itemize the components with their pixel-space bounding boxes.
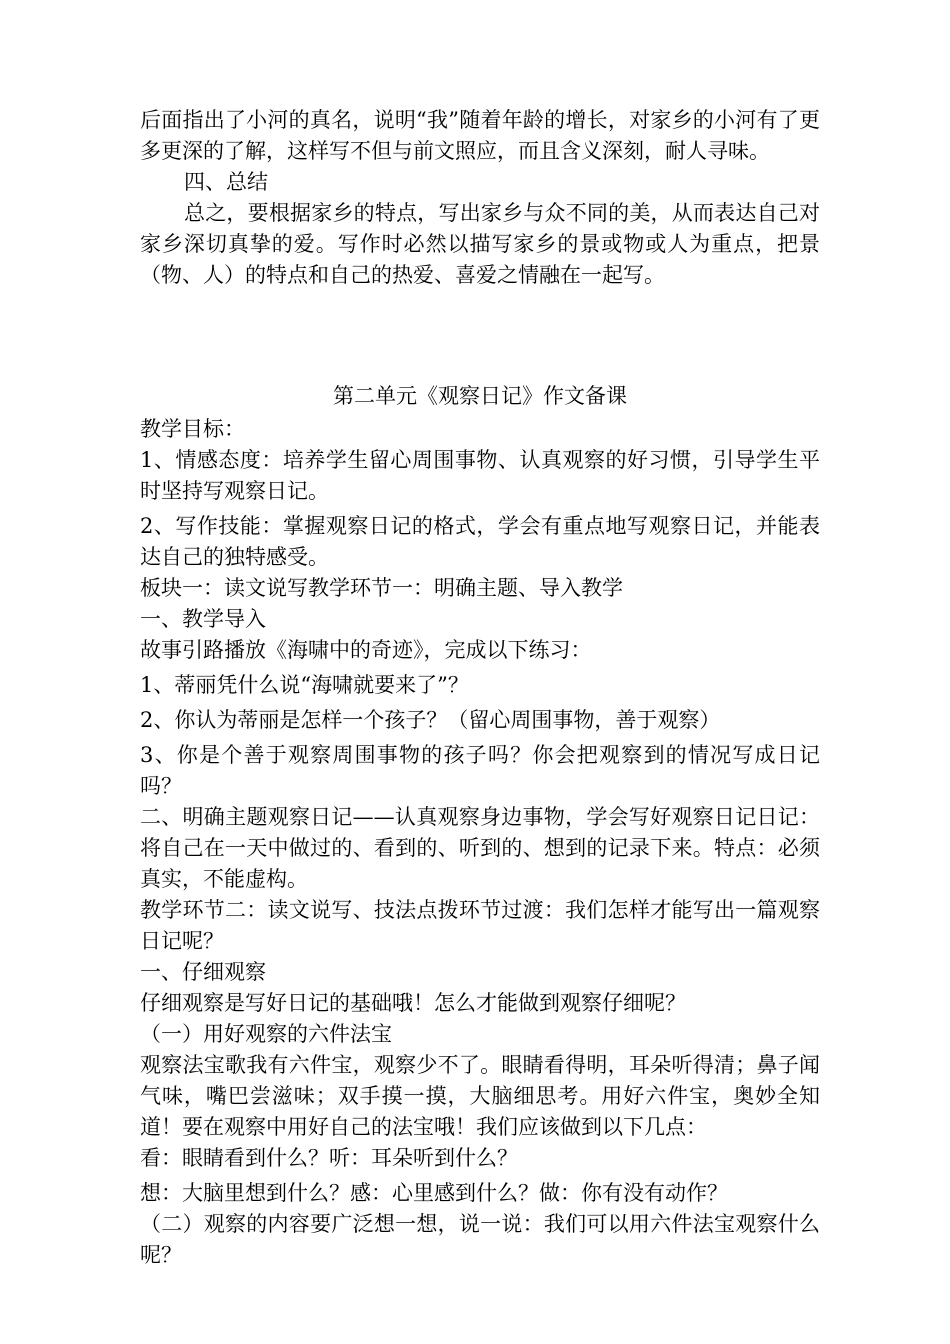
line-six-treasures-heading: （一）用好观察的六件法宝 — [140, 1022, 392, 1046]
heading-summary: 四、总结 — [184, 170, 268, 194]
line-goal-1: 1、情感态度：培养学生留心周围事物、认真观察的好习惯，引导学生平时坚持写观察日记。 — [140, 448, 820, 503]
line-observe-basis: 仔细观察是写好日记的基础哦！怎么才能做到观察仔细呢？ — [140, 991, 686, 1015]
document-page — [140, 105, 820, 1271]
paragraph-summary: 总之，要根据家乡的特点，写出家乡与众不同的美，从而表达自己对家乡深切真挚的爱。写作时必然以描写家乡的景或物或人为重点，把景（物、人）的特点和自己的热爱、喜爱之情融在一起写。 — [140, 201, 820, 287]
paragraph-river-name: 后面指出了小河的真名，说明“我”随着年龄的增长，对家乡的小河有了更多更深的了解，这样写不但与前文照应，而且含义深刻，耐人寻味。 — [140, 108, 820, 163]
line-goal-2: 2、写作技能：掌握观察日记的格式，学会有重点地写观察日记，并能表达自己的独特感受。 — [140, 514, 820, 569]
line-intro-heading: 一、教学导入 — [140, 607, 266, 631]
line-goals-heading: 教学目标： — [140, 417, 245, 441]
line-question-1: 1、蒂丽凭什么说“海啸就要来了”？ — [140, 673, 469, 697]
line-step-2: 教学环节二：读文说写、技法点拨环节过渡：我们怎样才能写出一篇观察日记呢？ — [140, 898, 820, 953]
line-content-broad: （二）观察的内容要广泛想一想，说一说：我们可以用六件法宝观察什么呢？ — [140, 1212, 820, 1267]
line-story: 故事引路播放《海啸中的奇迹》，完成以下练习： — [140, 638, 592, 662]
line-look-listen: 看：眼睛看到什么？听：耳朵听到什么？ — [140, 1146, 518, 1170]
line-think-feel-do: 想：大脑里想到什么？感：心里感到什么？做：你有没有动作？ — [140, 1181, 728, 1205]
lesson-title: 第二单元《观察日记》作文备课 — [333, 384, 627, 408]
line-question-2: 2、你认为蒂丽是怎样一个孩子？（留心周围事物，善于观察） — [140, 708, 721, 732]
line-observe-heading: 一、仔细观察 — [140, 960, 266, 984]
line-theme: 二、明确主题观察日记——认真观察身边事物，学会写好观察日记日记：将自己在一天中做过的、看到的、听到的、想到的记录下来。特点：必须真实，不能虚构。 — [140, 805, 820, 891]
line-block-1: 板块一：读文说写教学环节一：明确主题、导入教学 — [140, 576, 623, 600]
line-question-3: 3、你是个善于观察周围事物的孩子吗？你会把观察到的情况写成日记吗？ — [140, 743, 820, 798]
line-treasure-song: 观察法宝歌我有六件宝，观察少不了。眼睛看得明，耳朵听得清；鼻子闻气味，嘴巴尝滋味；双手摸一摸，大脑细思考。用好六件宝，奥妙全知道！要在观察中用好自己的法宝哦！我们应该做到以下几点： — [140, 1053, 820, 1139]
